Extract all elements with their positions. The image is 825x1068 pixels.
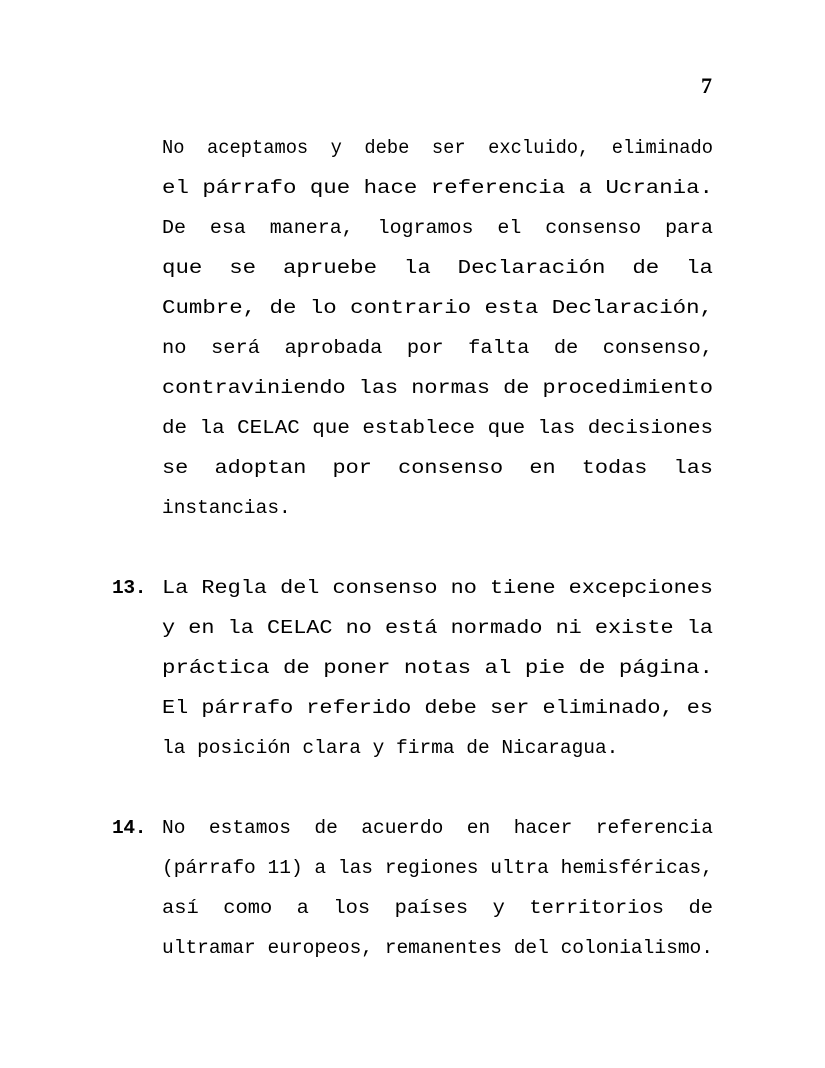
text-line <box>162 848 713 888</box>
paragraph-number: 14. <box>112 817 147 839</box>
text-line-content: y en la CELAC no está normado ni existe la <box>162 617 713 639</box>
paragraph-lines <box>162 568 713 768</box>
paragraph-number: 13. <box>112 577 147 599</box>
text-line <box>162 808 713 848</box>
text-line <box>162 688 713 728</box>
text-line <box>162 248 713 288</box>
text-line-content: El párrafo referido debe ser eliminado, es <box>162 697 713 719</box>
text-line <box>162 448 713 488</box>
text-line-content: No aceptamos y debe ser excluido, eliminado <box>162 137 713 159</box>
text-line-content: que se apruebe la Declaración de la <box>162 257 713 279</box>
document-body <box>112 128 713 968</box>
text-line <box>162 368 713 408</box>
text-line-content: de la CELAC que establece que las decisiones <box>162 417 713 439</box>
text-line-content: la posición clara y firma de Nicaragua. <box>162 737 619 759</box>
text-line <box>162 288 713 328</box>
text-line-content: No estamos de acuerdo en hacer referencia <box>162 817 713 839</box>
text-line-content: no será aprobada por falta de consenso, <box>162 337 713 359</box>
text-line <box>162 328 713 368</box>
text-line <box>162 728 713 768</box>
text-line-content: La Regla del consenso no tiene excepciones <box>162 577 713 599</box>
text-line-content: contraviniendo las normas de procedimiento <box>162 377 713 399</box>
paragraph-lines <box>162 128 713 528</box>
text-line <box>162 168 713 208</box>
text-line-content: ultramar europeos, remanentes del colonialismo. <box>162 937 713 959</box>
text-line-content: Cumbre, de lo contrario esta Declaración, <box>162 297 713 319</box>
text-line <box>162 208 713 248</box>
page-number: 7 <box>701 73 712 98</box>
text-line <box>162 648 713 688</box>
text-line <box>162 608 713 648</box>
text-line <box>162 888 713 928</box>
numbered-paragraph <box>112 808 713 968</box>
text-line-content: instancias. <box>162 497 291 519</box>
text-line <box>162 408 713 448</box>
text-line-content: (párrafo 11) a las regiones ultra hemisféricas, <box>162 857 713 879</box>
continuation-paragraph <box>112 128 713 528</box>
text-line-content: práctica de poner notas al pie de página. <box>162 657 713 679</box>
text-line <box>162 488 713 528</box>
paragraph-lines <box>162 808 713 968</box>
text-line <box>162 568 713 608</box>
numbered-paragraph <box>112 568 713 768</box>
text-line <box>162 128 713 168</box>
text-line-content: se adoptan por consenso en todas las <box>162 457 713 479</box>
text-line <box>162 928 713 968</box>
text-line-content: así como a los países y territorios de <box>162 897 713 919</box>
text-line-content: De esa manera, logramos el consenso para <box>162 217 713 239</box>
text-line-content: el párrafo que hace referencia a Ucrania. <box>162 177 713 199</box>
